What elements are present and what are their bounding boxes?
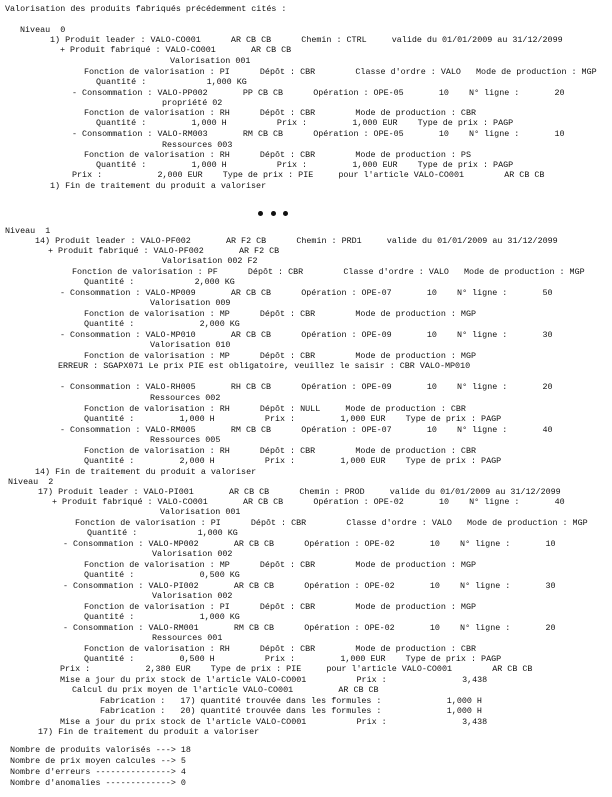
- log-line: Fonction de valorisation : RH Dépôt : CBR Mode de production : PS: [84, 150, 471, 160]
- log-line: Quantité : 1,000 KG: [87, 528, 238, 538]
- log-line: Quantité : 2,000 KG: [84, 277, 235, 287]
- log-line: Prix : 2,000 EUR Type de prix : PIE pour l'article VALO-CO001 AR CB CB: [72, 170, 545, 180]
- log-line: 17) Fin de traitement du produit a valoriser: [38, 727, 260, 737]
- level-0-heading: Niveau 0: [20, 25, 66, 35]
- log-line: Ressources 001: [152, 633, 223, 643]
- log-title: Valorisation des produits fabriqués précédemment cités :: [5, 4, 287, 14]
- summary-line: Nombre d'anomalies -------------> 0: [10, 778, 186, 788]
- summary-line: Nombre de produits valorisés ---> 18: [10, 745, 191, 755]
- log-line: 14) Fin de traitement du produit a valoriser: [35, 467, 257, 477]
- log-line: Fabrication : 20) quantité trouvée dans les formules : 1,000 H: [100, 706, 482, 716]
- summary-line: Nombre de prix moyen calcules --> 5: [10, 756, 186, 766]
- log-line: Mise a jour du prix stock de l'article VALO-CO001 Prix : 3,438: [60, 675, 488, 685]
- log-line: Valorisation 002: [152, 549, 233, 559]
- log-line: Quantité : 2,000 KG: [84, 319, 240, 329]
- log-line: Valorisation 002: [152, 591, 233, 601]
- summary-line: Nombre d'erreurs ---------------> 4: [10, 767, 186, 777]
- log-line: Fonction de valorisation : PI Dépôt : CBR Classe d'ordre : VALO Mode de production : MGP: [84, 67, 597, 77]
- log-line: Quantité : 1,000 KG: [96, 77, 247, 87]
- log-line: - Consommation : VALO-PP002 PP CB CB Opération : OPE-05 10 N° ligne : 20: [72, 88, 565, 98]
- log-line: - Consommation : VALO-RM001 RM CB CB Opération : OPE-02 10 N° ligne : 20: [63, 623, 556, 633]
- dot-icon: [258, 211, 263, 216]
- dot-icon: [271, 211, 276, 216]
- log-line: Quantité : 1,000 H Prix : 1,000 EUR Type de prix : PAGP: [96, 160, 514, 170]
- log-line: Fonction de valorisation : MP Dépôt : CBR Mode de production : MGP: [84, 560, 477, 570]
- log-line: Valorisation 001: [160, 507, 241, 517]
- log-line: Fonction de valorisation : MP Dépôt : CBR Mode de production : MGP: [84, 309, 477, 319]
- log-line: - Consommation : VALO-MP002 AR CB CB Opération : OPE-02 10 N° ligne : 10: [63, 539, 556, 549]
- log-line: - Consommation : VALO-RM003 RM CB CB Opération : OPE-05 10 N° ligne : 10: [72, 129, 565, 139]
- log-line: - Consommation : VALO-RH005 RH CB CB Opération : OPE-09 10 N° ligne : 20: [60, 382, 553, 392]
- log-line: Quantité : 0,500 H Prix : 1,000 EUR Type de prix : PAGP: [84, 654, 502, 664]
- log-line: Prix : 2,380 EUR Type de prix : PIE pour l'article VALO-CO001 AR CB CB: [60, 664, 533, 674]
- log-line: Fonction de valorisation : PI Dépôt : CBR Classe d'ordre : VALO Mode de production : MGP: [75, 518, 588, 528]
- error-line: ERREUR : SGAPX071 Le prix PIE est obligatoire, veuillez le saisir : CBR VALO-MP010: [58, 361, 471, 371]
- log-line: Calcul du prix moyen de l'article VALO-CO001 AR CB CB: [72, 685, 379, 695]
- log-line: 1) Produit leader : VALO-CO001 AR CB CB Chemin : CTRL valide du 01/01/2009 au 31/12/2099: [50, 35, 563, 45]
- log-line: - Consommation : VALO-MP010 AR CB CB Opération : OPE-09 10 N° ligne : 30: [60, 330, 553, 340]
- log-line: + Produit fabriqué : VALO-CO001 AR CB CB Opération : OPE-02 10 N° ligne : 40: [52, 497, 565, 507]
- log-line: 1) Fin de traitement du produit a valoriser: [50, 181, 267, 191]
- level-1-heading: Niveau 1: [5, 226, 51, 236]
- dot-icon: [283, 211, 288, 216]
- log-line: Fonction de valorisation : RH Dépôt : CBR Mode de production : CBR: [84, 108, 477, 118]
- log-line: Fonction de valorisation : RH Dépôt : CBR Mode de production : CBR: [84, 644, 477, 654]
- log-line: Quantité : 2,000 H Prix : 1,000 EUR Type de prix : PAGP: [84, 456, 502, 466]
- log-line: + Produit fabriqué : VALO-PF002 AR F2 CB: [48, 246, 280, 256]
- log-line: Ressources 003: [162, 140, 233, 150]
- log-line: Mise a jour du prix stock de l'article VALO-CO001 Prix : 3,438: [60, 717, 488, 727]
- log-line: Quantité : 1,000 H Prix : 1,000 EUR Type de prix : PAGP: [84, 414, 502, 424]
- log-line: 14) Produit leader : VALO-PF002 AR F2 CB Chemin : PRD1 valide du 01/01/2009 au 31/12/2099: [35, 236, 558, 246]
- log-line: Valorisation 001: [170, 56, 251, 66]
- log-line: 17) Produit leader : VALO-PI001 AR CB CB Chemin : PROD valide du 01/01/2009 au 31/12/2099: [38, 487, 561, 497]
- log-line: Quantité : 0,500 KG: [84, 570, 240, 580]
- log-line: - Consommation : VALO-MP009 AR CB CB Opération : OPE-07 10 N° ligne : 50: [60, 288, 553, 298]
- log-line: Valorisation 002 F2: [162, 256, 258, 266]
- log-line: - Consommation : VALO-RM005 RM CB CB Opération : OPE-07 10 N° ligne : 40: [60, 425, 553, 435]
- log-line: Fonction de valorisation : RH Dépôt : CBR Mode de production : CBR: [84, 446, 477, 456]
- log-line: Quantité : 1,000 KG: [84, 612, 240, 622]
- separator-dots: [258, 210, 288, 216]
- log-line: Ressources 005: [150, 435, 221, 445]
- log-line: Ressources 002: [150, 393, 221, 403]
- log-line: Fonction de valorisation : PF Dépôt : CBR Classe d'ordre : VALO Mode de production : MGP: [72, 267, 585, 277]
- log-line: propriété 02: [162, 98, 223, 108]
- log-line: Valorisation 010: [150, 340, 231, 350]
- log-line: Fabrication : 17) quantité trouvée dans les formules : 1,000 H: [100, 696, 482, 706]
- log-line: Valorisation 009: [150, 298, 231, 308]
- log-line: Fonction de valorisation : RH Dépôt : NULL Mode de production : CBR: [84, 404, 466, 414]
- log-line: - Consommation : VALO-PI002 AR CB CB Opération : OPE-02 10 N° ligne : 30: [63, 581, 556, 591]
- log-line: Fonction de valorisation : MP Dépôt : CBR Mode de production : MGP: [84, 351, 477, 361]
- level-2-heading: Niveau 2: [8, 477, 54, 487]
- log-line: + Produit fabriqué : VALO-CO001 AR CB CB: [60, 45, 292, 55]
- log-line: Fonction de valorisation : PI Dépôt : CBR Mode de production : MGP: [84, 602, 477, 612]
- log-line: Quantité : 1,000 H Prix : 1,000 EUR Type de prix : PAGP: [96, 118, 514, 128]
